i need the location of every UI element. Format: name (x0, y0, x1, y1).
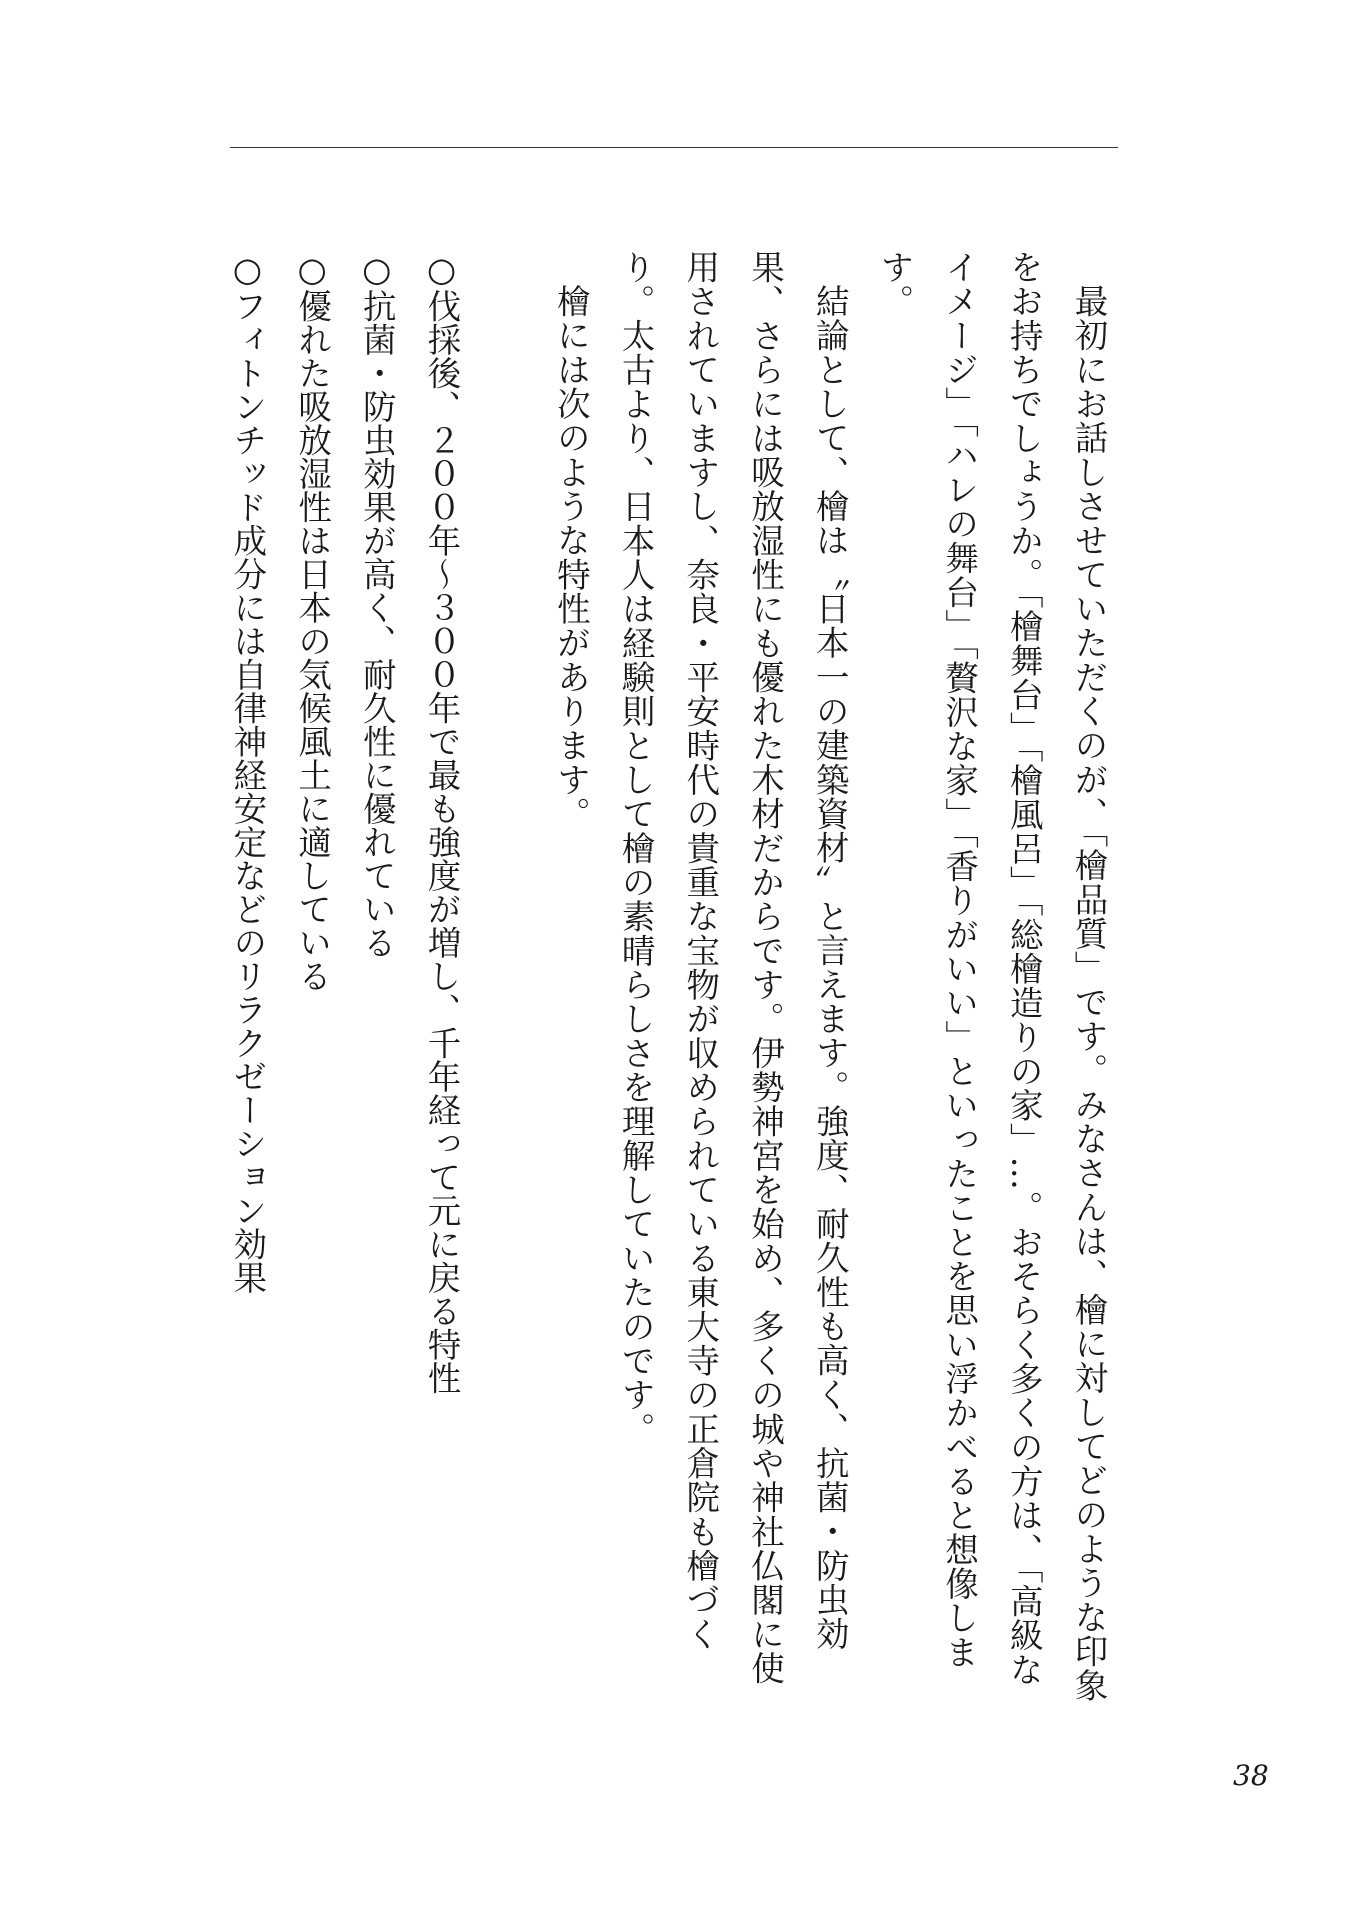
list-item: ○抗菌・防虫効果が高く、耐久性に優れている (357, 250, 397, 959)
header-rule (230, 147, 1118, 148)
list-item: ○フィトンチッド成分には自律神経安定などのリラクゼーション効果 (227, 250, 267, 1294)
paragraph-gap (473, 250, 538, 1710)
properties-list (214, 250, 473, 1710)
vertical-text-body (214, 250, 1120, 1710)
page-number: 38 (1233, 1759, 1269, 1792)
paragraph-conclusion: 結論として、檜は〝日本一の建築資材〟と言えます。強度、耐久性も高く、抗菌・防虫効果、さらには吸放湿性にも優れた木材だからです。伊勢神宮を始め、多くの城や神社仏閣に使用されていますし、奈良・平安時代の貴重な宝物が収められている東大寺の正倉院も檜づくり。太古より、日本人は経験則として檜の素晴らしさを理解していたのです。 (616, 250, 850, 1686)
list-item: ○優れた吸放湿性は日本の気候風土に適している (292, 250, 332, 993)
paragraph-properties-lead: 檜には次のような特性があります。 (551, 283, 591, 831)
list-item: ○伐採後、２００年～３００年で最も強度が増し、千年経って元に戻る特性 (421, 250, 461, 1395)
paragraph-intro: 最初にお話しさせていただくのが、「檜品質」です。みなさんは、檜に対してどのような印象をお持ちでしょうか。「檜舞台」「檜風呂」「総檜造りの家」…。おそらく多くの方は、「高級なイメージ」「ハレの舞台」「贅沢な家」「香りがいい」といったことを思い浮かべると想像します。 (874, 250, 1108, 1702)
